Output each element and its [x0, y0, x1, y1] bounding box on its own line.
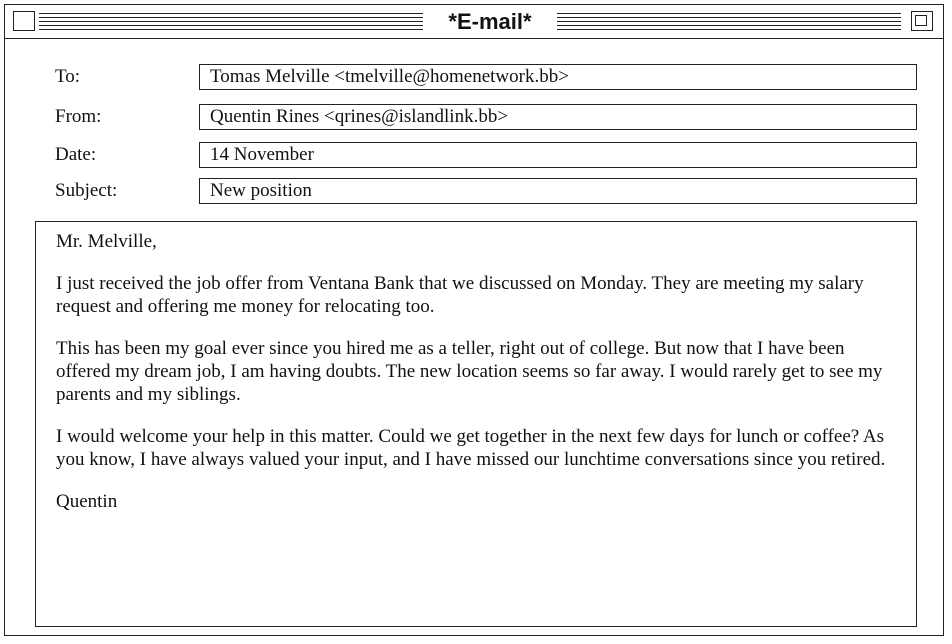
- title-bar-stripes-left: [39, 13, 423, 31]
- from-field[interactable]: Quentin Rines <qrines@islandlink.bb>: [199, 104, 917, 130]
- message-greeting: Mr. Melville,: [56, 231, 157, 252]
- date-label: Date:: [55, 144, 97, 165]
- zoom-box-icon[interactable]: [911, 11, 933, 31]
- subject-label: Subject:: [55, 180, 118, 201]
- subject-field[interactable]: New position: [199, 178, 917, 204]
- title-bar[interactable]: [5, 5, 943, 39]
- from-row: [5, 103, 945, 131]
- to-label: To:: [55, 66, 81, 87]
- date-row: [5, 141, 945, 169]
- title-bar-stripes-right: [557, 13, 901, 31]
- message-paragraph: I just received the job offer from Ventana Bank that we discussed on Monday. They are meeting my salary request and offering me money for relocating too.: [56, 273, 864, 317]
- date-field[interactable]: 14 November: [199, 142, 917, 168]
- to-row: [5, 63, 945, 91]
- window-title: *E-mail*: [423, 9, 557, 35]
- message-paragraph: This has been my goal ever since you hired me as a teller, right out of college. But now that I have been offered my dream job, I am having doubts. The new location seems so far away. I would rarely get to see my parents and my siblings.: [56, 338, 883, 405]
- from-label: From:: [55, 106, 102, 127]
- close-box-icon[interactable]: [13, 11, 35, 31]
- message-signature: Quentin: [56, 491, 118, 512]
- message-paragraph: I would welcome your help in this matter. Could we get together in the next few days for lunch or coffee? As you know, I have always valued your input, and I have missed our lunchtime conversations since you retired.: [56, 426, 886, 470]
- email-window: [4, 4, 944, 636]
- subject-row: [5, 177, 945, 205]
- to-field[interactable]: Tomas Melville <tmelville@homenetwork.bb>: [199, 64, 917, 90]
- message-body[interactable]: [35, 221, 917, 627]
